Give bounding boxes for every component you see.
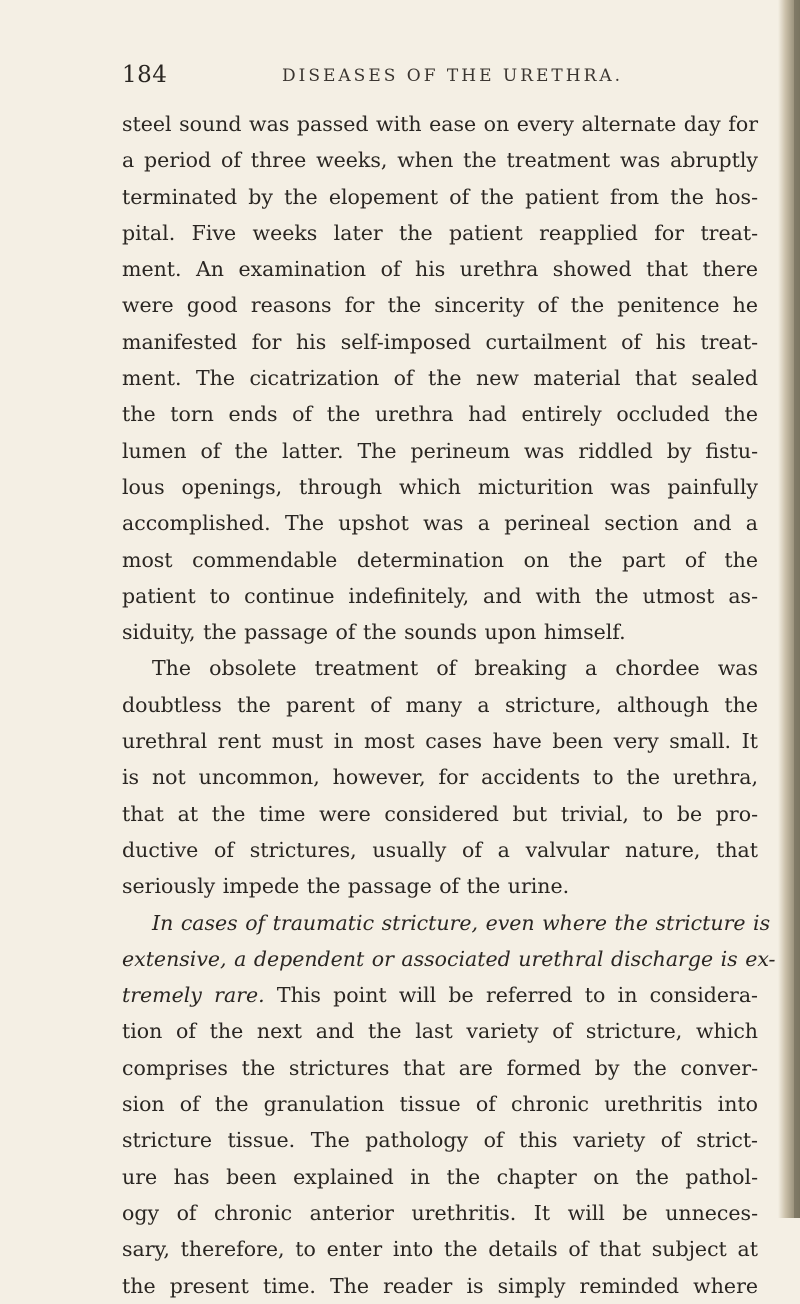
text-line: comprises the strictures that are formed by the conver-	[122, 1055, 758, 1080]
text-line: sary, therefore, to enter into the details of that subject at	[122, 1237, 758, 1262]
text-line: ductive of strictures, usually of a valvular nature, that	[122, 837, 758, 862]
text-line-italic	[122, 905, 771, 941]
text-line: ment. An examination of his urethra showed that there	[122, 257, 758, 282]
text-line: tion of the next and the last variety of stricture, which	[122, 1019, 758, 1044]
text-line: siduity, the passage of the sounds upon himself.	[122, 620, 626, 645]
text-line: sion of the granulation tissue of chronic urethritis into	[122, 1092, 758, 1117]
text-line: the present time. The reader is simply reminded where	[122, 1273, 758, 1298]
text-line: pital. Five weeks later the patient reapplied for treat-	[122, 220, 758, 245]
body-text	[122, 106, 776, 1304]
text-line-italic	[122, 941, 776, 977]
page-header	[122, 62, 742, 92]
text-line-mixed	[122, 977, 758, 1013]
text-line: accomplished. The upshot was a perineal section and a	[122, 511, 758, 536]
text-line: lous openings, through which micturition was painfully	[122, 474, 758, 499]
text-line: doubtless the parent of many a stricture, although the	[122, 692, 758, 717]
text-line: seriously impede the passage of the urine.	[122, 874, 570, 899]
text-line: ogy of chronic anterior urethritis. It will be unneces-	[122, 1200, 758, 1225]
text-line: The obsolete treatment of breaking a chordee was	[152, 656, 758, 681]
running-head: DISEASES OF THE URETHRA.	[282, 66, 624, 86]
page-edge-binding	[794, 0, 800, 1218]
text-line: steel sound was passed with ease on every alternate day for	[122, 112, 758, 136]
text-line: a period of three weeks, when the treatment was abruptly	[122, 148, 758, 173]
text-line: manifested for his self-imposed curtailment of his treat-	[122, 329, 758, 354]
text-line: the torn ends of the urethra had entirely occluded the	[122, 402, 758, 427]
text-line: urethral rent must in most cases have been very small. It	[122, 729, 758, 754]
italic-text: tremely rare.	[122, 983, 265, 1008]
text-line: ure has been explained in the chapter on the pathol-	[122, 1164, 758, 1189]
text-line: ment. The cicatrization of the new material that sealed	[122, 366, 758, 391]
italic-text: extensive, a dependent or associated urethral discharge is ex-	[122, 946, 776, 971]
text-line: were good reasons for the sincerity of the penitence he	[122, 293, 758, 318]
text-line: terminated by the elopement of the patient from the hos-	[122, 184, 758, 209]
text-line: lumen of the latter. The perineum was riddled by fistu-	[122, 438, 758, 463]
text-line: that at the time were considered but trivial, to be pro-	[122, 801, 758, 826]
text-line: patient to continue indefinitely, and with the utmost as-	[122, 583, 758, 608]
italic-text: In cases of traumatic stricture, even where the stricture is	[152, 910, 771, 935]
text-line: stricture tissue. The pathology of this variety of strict-	[122, 1128, 758, 1153]
roman-text: This point will be referred to in considera-	[264, 983, 758, 1008]
text-line: most commendable determination on the part of the	[122, 547, 758, 572]
page-number: 184	[122, 62, 168, 88]
text-line: is not uncommon, however, for accidents to the urethra,	[122, 765, 758, 790]
